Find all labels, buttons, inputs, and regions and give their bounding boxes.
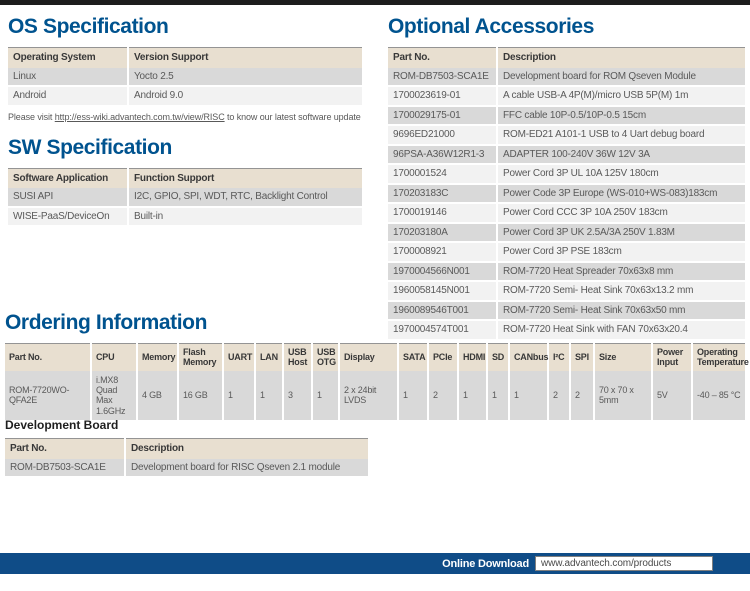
column-header: Display: [339, 344, 398, 371]
table-row: [8, 188, 362, 207]
column-header: CPU: [91, 344, 137, 371]
table-row: [388, 106, 745, 126]
table-header-row: [5, 344, 745, 371]
table-cell: Yocto 2.5: [128, 68, 362, 87]
table-row: [5, 459, 368, 478]
optional-accessories-table: [388, 47, 745, 341]
column-header: Part No.: [5, 439, 125, 459]
table-header-row: [5, 439, 368, 459]
ordering-information-title: Ordering Information: [5, 311, 208, 334]
table-cell: Power Cord 3P UK 2.5A/3A 250V 1.83M: [497, 223, 745, 243]
table-cell: 1: [458, 371, 487, 421]
ordering-information-table: [5, 343, 749, 422]
table-cell: ROM-7720 Semi- Heat Sink 70x63x50 mm: [497, 301, 745, 321]
table-row: [388, 164, 745, 184]
table-row: [388, 68, 745, 87]
column-header: Memory: [137, 344, 178, 371]
table-row: [5, 371, 745, 421]
table-header-row: [8, 48, 362, 68]
table-cell: SUSI API: [8, 188, 128, 207]
column-header: Description: [125, 439, 368, 459]
table-cell: 5V: [652, 371, 692, 421]
column-header: Power Input: [652, 344, 692, 371]
table-row: [388, 145, 745, 165]
table-cell: 2: [428, 371, 458, 421]
table-cell: ROM-ED21 A101-1 USB to 4 Uart debug board: [497, 125, 745, 145]
table-row: [388, 184, 745, 204]
table-cell: 1970004566N001: [388, 262, 497, 282]
table-cell: ROM-7720 Heat Sink with FAN 70x63x20.4: [497, 320, 745, 340]
table-cell: 4 GB: [137, 371, 178, 421]
table-cell: 1700019146: [388, 203, 497, 223]
column-header: CANbus: [509, 344, 548, 371]
table-cell: 1960089546T001: [388, 301, 497, 321]
top-divider: [0, 0, 750, 5]
table-header-row: [8, 168, 362, 188]
column-header: SATA: [398, 344, 428, 371]
os-specification-section: [8, 14, 362, 227]
table-cell: 16 GB: [178, 371, 223, 421]
table-row: [388, 203, 745, 223]
online-download-label: Online Download: [442, 557, 529, 570]
optional-accessories-title: Optional Accessories: [388, 15, 594, 38]
column-header: Function Support: [128, 168, 362, 188]
table-cell: WISE-PaaS/DeviceOn: [8, 207, 128, 227]
os-specification-title: OS Specification: [8, 15, 169, 38]
table-row: [388, 223, 745, 243]
table-cell: 9696ED21000: [388, 125, 497, 145]
table-row: [388, 262, 745, 282]
table-cell: 2: [570, 371, 594, 421]
column-header: Software Application: [8, 168, 128, 188]
table-row: [8, 68, 362, 87]
table-cell: Power Code 3P Europe (WS-010+WS-083)183cm: [497, 184, 745, 204]
table-cell: ROM-DB7503-SCA1E: [388, 68, 497, 87]
development-board-title: Development Board: [5, 418, 119, 432]
table-cell: Power Cord 3P PSE 183cm: [497, 242, 745, 262]
download-url[interactable]: www.advantech.com/products: [535, 556, 713, 571]
table-cell: 1: [312, 371, 339, 421]
table-cell: Power Cord 3P UL 10A 125V 180cm: [497, 164, 745, 184]
table-cell: 1700001524: [388, 164, 497, 184]
column-header: Size: [594, 344, 652, 371]
column-header: SD: [487, 344, 509, 371]
development-board-section: [5, 418, 368, 478]
table-row: [388, 125, 745, 145]
table-cell: A cable USB-A 4P(M)/micro USB 5P(M) 1m: [497, 86, 745, 106]
table-cell: 96PSA-A36W12R1-3: [388, 145, 497, 165]
column-header: Flash Memory: [178, 344, 223, 371]
table-cell: 1700023619-01: [388, 86, 497, 106]
optional-accessories-section: [388, 14, 745, 341]
table-cell: ROM-DB7503-SCA1E: [5, 459, 125, 478]
table-cell: 1: [223, 371, 255, 421]
development-board-table: [5, 438, 368, 478]
table-cell: 170203183C: [388, 184, 497, 204]
column-header: Part No.: [388, 48, 497, 68]
table-cell: 1: [509, 371, 548, 421]
table-cell: 1960058145N001: [388, 281, 497, 301]
table-cell: 1: [398, 371, 428, 421]
table-row: [8, 207, 362, 227]
table-cell: 2 x 24bit LVDS: [339, 371, 398, 421]
table-row: [388, 281, 745, 301]
column-header: LAN: [255, 344, 283, 371]
column-header: Operating Temperature: [692, 344, 745, 371]
table-cell: 70 x 70 x 5mm: [594, 371, 652, 421]
column-header: SPI: [570, 344, 594, 371]
ordering-information-section: [5, 310, 749, 422]
software-update-link[interactable]: http://ess-wiki.advantech.com.tw/view/RISC: [54, 111, 225, 122]
table-cell: 1700008921: [388, 242, 497, 262]
table-cell: Android: [8, 86, 128, 106]
table-header-row: [388, 48, 745, 68]
table-cell: ROM-7720 Semi- Heat Sink 70x63x13.2 mm: [497, 281, 745, 301]
table-cell: ROM-7720 Heat Spreader 70x63x8 mm: [497, 262, 745, 282]
note-suffix: to know our latest software update: [224, 111, 361, 122]
os-specification-table: [8, 47, 362, 107]
table-cell: 3: [283, 371, 312, 421]
column-header: HDMI: [458, 344, 487, 371]
table-cell: 170203180A: [388, 223, 497, 243]
table-cell: 1970004574T001: [388, 320, 497, 340]
note-prefix: Please visit: [8, 111, 55, 122]
footer-bar: [0, 553, 750, 574]
sw-specification-title: SW Specification: [8, 135, 172, 159]
column-header: PCIe: [428, 344, 458, 371]
table-cell: Linux: [8, 68, 128, 87]
table-cell: 2: [548, 371, 570, 421]
table-cell: I2C, GPIO, SPI, WDT, RTC, Backlight Control: [128, 188, 362, 207]
table-cell: -40 – 85 °C: [692, 371, 745, 421]
table-row: [8, 86, 362, 106]
table-cell: i.MX8 Quad Max 1.6GHz: [91, 371, 137, 421]
column-header: Operating System: [8, 48, 128, 68]
table-cell: Android 9.0: [128, 86, 362, 106]
table-row: [388, 242, 745, 262]
software-update-note: [8, 112, 362, 122]
table-cell: ADAPTER 100-240V 36W 12V 3A: [497, 145, 745, 165]
table-cell: 1700029175-01: [388, 106, 497, 126]
column-header: Version Support: [128, 48, 362, 68]
column-header: Description: [497, 48, 745, 68]
column-header: I²C: [548, 344, 570, 371]
table-cell: FFC cable 10P-0.5/10P-0.5 15cm: [497, 106, 745, 126]
table-cell: ROM-7720WO-QFA2E: [5, 371, 91, 421]
table-cell: 1: [255, 371, 283, 421]
column-header: USB Host: [283, 344, 312, 371]
table-row: [388, 86, 745, 106]
table-cell: Power Cord CCC 3P 10A 250V 183cm: [497, 203, 745, 223]
sw-specification-table: [8, 168, 362, 228]
table-cell: Development board for ROM Qseven Module: [497, 68, 745, 87]
table-cell: 1: [487, 371, 509, 421]
table-cell: Development board for RISC Qseven 2.1 module: [125, 459, 368, 478]
column-header: USB OTG: [312, 344, 339, 371]
column-header: Part No.: [5, 344, 91, 371]
column-header: UART: [223, 344, 255, 371]
table-cell: Built-in: [128, 207, 362, 227]
